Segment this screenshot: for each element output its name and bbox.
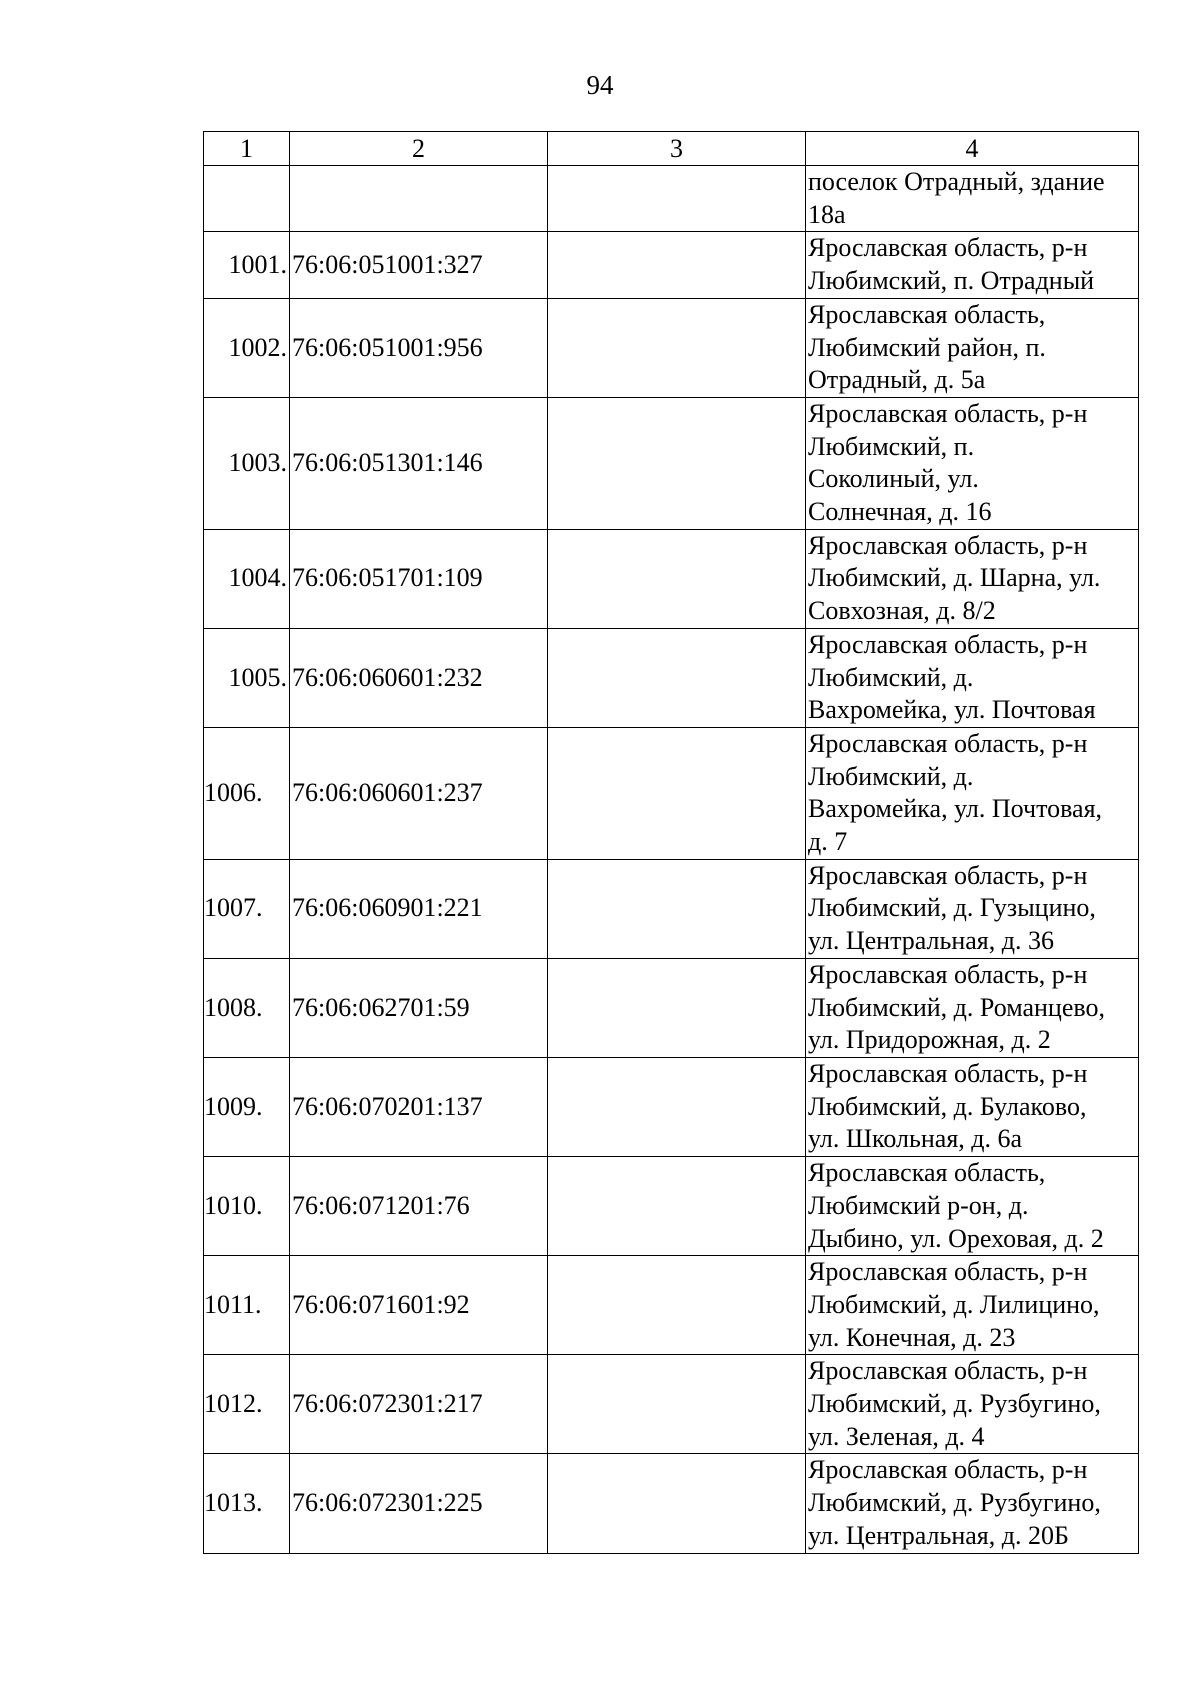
address-line: Любимский, д. Булаково, bbox=[808, 1091, 1087, 1121]
row-number-cell: 1012. bbox=[204, 1355, 290, 1454]
column-3-cell bbox=[548, 628, 806, 727]
address-line: Любимский, д. Романцево, bbox=[808, 992, 1105, 1022]
address-line: Ярославская область, р-н bbox=[808, 1058, 1088, 1088]
column-header-4: 4 bbox=[806, 132, 1139, 166]
address-line: Ярославская область, bbox=[808, 299, 1046, 329]
address-line: Любимский, д. Гузыцино, bbox=[808, 893, 1096, 923]
address-line: Соколиный, ул. bbox=[808, 464, 979, 494]
table-row bbox=[204, 166, 1139, 232]
address-cell bbox=[806, 232, 1139, 298]
address-line: Ярославская область, р-н bbox=[808, 959, 1088, 989]
column-3-cell bbox=[548, 166, 806, 232]
table-row bbox=[204, 958, 1139, 1057]
table-row bbox=[204, 1355, 1139, 1454]
address-line: Отрадный, д. 5а bbox=[808, 365, 986, 395]
address-line: поселок Отрадный, здание bbox=[808, 167, 1105, 196]
column-3-cell bbox=[548, 298, 806, 397]
address-line: Ярославская область, р-н bbox=[808, 233, 1088, 263]
column-header-3: 3 bbox=[548, 132, 806, 166]
row-number-cell: 1006. bbox=[204, 727, 290, 859]
address-line: Любимский, д. Шарна, ул. bbox=[808, 563, 1101, 593]
address-line: Ярославская область, р-н bbox=[808, 629, 1088, 659]
cadastral-number-cell: 76:06:051001:327 bbox=[290, 232, 548, 298]
address-line: ул. Конечная, д. 23 bbox=[808, 1322, 1016, 1352]
address-line: Любимский, д. Рузбугино, bbox=[808, 1389, 1101, 1419]
cadastral-number-cell bbox=[290, 166, 548, 232]
address-line: Любимский район, п. bbox=[808, 332, 1046, 362]
cadastral-number-cell: 76:06:060901:221 bbox=[290, 859, 548, 958]
row-number-cell: 1008. bbox=[204, 958, 290, 1057]
address-cell bbox=[806, 1454, 1139, 1553]
registry-table bbox=[203, 131, 1139, 1554]
cadastral-number-cell: 76:06:051301:146 bbox=[290, 397, 548, 529]
cadastral-number-cell: 76:06:071601:92 bbox=[290, 1256, 548, 1355]
address-cell bbox=[806, 628, 1139, 727]
table-row bbox=[204, 1256, 1139, 1355]
table-row bbox=[204, 1454, 1139, 1553]
cadastral-number-cell: 76:06:060601:232 bbox=[290, 628, 548, 727]
row-number-cell: 1005. bbox=[204, 628, 290, 727]
address-line: Ярославская область, р-н bbox=[808, 1356, 1088, 1386]
address-line: Ярославская область, bbox=[808, 1158, 1046, 1188]
address-line: ул. Школьная, д. 6а bbox=[808, 1124, 1023, 1154]
row-number-cell: 1010. bbox=[204, 1157, 290, 1256]
column-3-cell bbox=[548, 1355, 806, 1454]
cadastral-number-cell: 76:06:051001:956 bbox=[290, 298, 548, 397]
address-cell bbox=[806, 166, 1139, 232]
address-cell bbox=[806, 1355, 1139, 1454]
cadastral-number-cell: 76:06:070201:137 bbox=[290, 1057, 548, 1156]
address-line: Дыбино, ул. Ореховая, д. 2 bbox=[808, 1223, 1104, 1253]
address-line: Любимский, д. bbox=[808, 761, 974, 791]
page-number: 94 bbox=[586, 70, 614, 100]
row-number-cell bbox=[204, 166, 290, 232]
row-number-cell: 1002. bbox=[204, 298, 290, 397]
address-line: ул. Центральная, д. 36 bbox=[808, 926, 1054, 956]
cadastral-number-cell: 76:06:051701:109 bbox=[290, 529, 548, 628]
table-row bbox=[204, 859, 1139, 958]
address-line: Ярославская область, р-н bbox=[808, 398, 1088, 428]
address-line: Вахромейка, ул. Почтовая, bbox=[808, 794, 1103, 824]
address-line: Любимский, п. Отрадный bbox=[808, 266, 1095, 296]
row-number-cell: 1007. bbox=[204, 859, 290, 958]
table-row bbox=[204, 727, 1139, 859]
column-3-cell bbox=[548, 859, 806, 958]
address-line: Любимский, д. Рузбугино, bbox=[808, 1488, 1101, 1518]
address-line: Ярославская область, р-н bbox=[808, 728, 1088, 758]
column-3-cell bbox=[548, 1454, 806, 1553]
address-line: Вахромейка, ул. Почтовая bbox=[808, 695, 1096, 725]
column-3-cell bbox=[548, 1157, 806, 1256]
table-row bbox=[204, 397, 1139, 529]
address-cell bbox=[806, 859, 1139, 958]
column-3-cell bbox=[548, 232, 806, 298]
row-number-cell: 1004. bbox=[204, 529, 290, 628]
column-header-2: 2 bbox=[290, 132, 548, 166]
address-cell bbox=[806, 1256, 1139, 1355]
column-3-cell bbox=[548, 529, 806, 628]
row-number-cell: 1013. bbox=[204, 1454, 290, 1553]
address-line: ул. Зеленая, д. 4 bbox=[808, 1421, 985, 1451]
address-line: Ярославская область, р-н bbox=[808, 1257, 1088, 1287]
row-number-cell: 1001. bbox=[204, 232, 290, 298]
table-body bbox=[204, 166, 1139, 1554]
column-3-cell bbox=[548, 958, 806, 1057]
address-cell bbox=[806, 1157, 1139, 1256]
address-cell bbox=[806, 529, 1139, 628]
address-line: Любимский, п. bbox=[808, 431, 975, 461]
address-line: Любимский, д. Лилицино, bbox=[808, 1289, 1100, 1319]
address-cell bbox=[806, 298, 1139, 397]
address-cell bbox=[806, 397, 1139, 529]
cadastral-number-cell: 76:06:072301:225 bbox=[290, 1454, 548, 1553]
address-cell bbox=[806, 958, 1139, 1057]
address-line: Ярославская область, р-н bbox=[808, 1455, 1088, 1485]
table-row bbox=[204, 1157, 1139, 1256]
table-header-row bbox=[204, 132, 1139, 166]
table-row bbox=[204, 529, 1139, 628]
address-line: Любимский, д. bbox=[808, 662, 974, 692]
column-3-cell bbox=[548, 397, 806, 529]
address-line: Ярославская область, р-н bbox=[808, 530, 1088, 560]
address-line: 18а bbox=[808, 199, 846, 229]
address-line: Любимский р-он, д. bbox=[808, 1190, 1029, 1220]
cadastral-number-cell: 76:06:072301:217 bbox=[290, 1355, 548, 1454]
table-row bbox=[204, 298, 1139, 397]
cadastral-number-cell: 76:06:060601:237 bbox=[290, 727, 548, 859]
table-row bbox=[204, 628, 1139, 727]
column-3-cell bbox=[548, 1057, 806, 1156]
address-line: Солнечная, д. 16 bbox=[808, 497, 992, 527]
table-row bbox=[204, 232, 1139, 298]
address-line: Совхозная, д. 8/2 bbox=[808, 596, 996, 626]
row-number-cell: 1009. bbox=[204, 1057, 290, 1156]
cadastral-number-cell: 76:06:062701:59 bbox=[290, 958, 548, 1057]
address-cell bbox=[806, 727, 1139, 859]
column-3-cell bbox=[548, 727, 806, 859]
row-number-cell: 1003. bbox=[204, 397, 290, 529]
column-header-1: 1 bbox=[204, 132, 290, 166]
address-line: ул. Придорожная, д. 2 bbox=[808, 1025, 1051, 1055]
address-line: ул. Центральная, д. 20Б bbox=[808, 1520, 1069, 1550]
address-cell bbox=[806, 1057, 1139, 1156]
table-row bbox=[204, 1057, 1139, 1156]
row-number-cell: 1011. bbox=[204, 1256, 290, 1355]
column-3-cell bbox=[548, 1256, 806, 1355]
cadastral-number-cell: 76:06:071201:76 bbox=[290, 1157, 548, 1256]
address-line: Ярославская область, р-н bbox=[808, 860, 1088, 890]
address-line: д. 7 bbox=[808, 827, 848, 857]
